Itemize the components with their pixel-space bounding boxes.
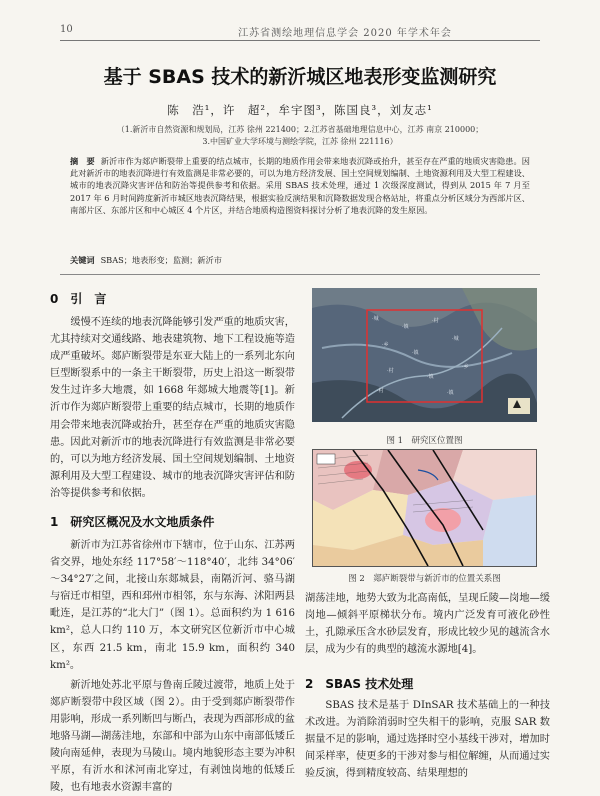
section1-paragraph-1: 新沂市为江苏省徐州市下辖市，位于山东、江苏两省交界，地处东经 117°58′～118°40′，北纬 34°06′～34°27′之间，北接山东郯城县，南隔沂河、骆马湖与宿迁市相望，西和邳州市相邻，东与东海、沭阳两县毗连，是江苏的“北大门”（图 1）。总面积约为 1 616 km²，总人口约 110 万，本文研究区位新沂市中心城区，东西 21.5 km，南北 15.9 km，面积约 340 km²。 — [50, 540, 295, 671]
right-column-text — [305, 590, 550, 658]
abstract-text: 新沂市作为郯庐断裂带上重要的结点城市，长期的地质作用会带来地表沉降或抬升，甚至存在严重的地质灾害隐患。因此对新沂市的地表沉降进行有效监测是非常必要的，可以为地方经济发展、国土空间规划编制、土地资源利用及大型工程建设、城市的地表沉降灾害评估和防治等提供参考和依据。采用 SBAS 技术处理，通过 1 次级深度测试，得到从 2015 年 7 月至 2017 年 6 月时间跨度新沂市城区地表沉降结果，根据实验反演结果和沉降数据发现合格站址，将重点分析区域分为西部片区、南部片区、东部片区和中心城区 4 个片区，并结合地质构造图资料探讨分析了地表沉降的发生原因。 — [70, 156, 530, 215]
affiliation-line-2: 3.中国矿业大学环境与测绘学院，江苏 徐州 221116） — [202, 137, 398, 146]
paper-title: 基于 SBAS 技术的新沂城区地表形变监测研究 — [103, 66, 497, 88]
svg-text:·镇: ·镇 — [402, 324, 409, 330]
abstract-rule — [60, 274, 540, 275]
section1-heading: 1 研究区概况及水文地质条件 — [50, 515, 215, 529]
figure-2-geology-map — [312, 449, 537, 567]
svg-text:·镇: ·镇 — [412, 350, 419, 356]
svg-text:·村: ·村 — [377, 388, 384, 394]
figure-2-caption: 图 2 郯庐断裂带与新沂市的位置关系图 — [348, 574, 501, 584]
keywords — [70, 255, 530, 266]
affiliation-line-1: （1.新沂市自然资源和规划局，江苏 徐州 221400；2.江苏省基础地理信息中心，江苏 南京 210000； — [116, 125, 484, 134]
abstract — [70, 155, 530, 216]
svg-text:·镇: ·镇 — [447, 390, 454, 396]
figure-1-caption: 图 1 研究区位置图 — [386, 436, 463, 446]
authors: 陈 浩¹，许 超²，牟宇图³，陈国良³，刘友志¹ — [167, 103, 433, 117]
intro-paragraph: 缓慢不连续的地表沉降能够引发严重的地质灾害，尤其持续对交通线路、地表建筑物、地下工程设施等造成严重破坏。郯庐断裂带是东亚大陆上的一系列北东向巨型断裂系中的一条主干断裂带，历史上沿这一断裂带发生过许多大地震，如 1668 年郯城大地震等[1]。新沂市作为郯庐断裂带上重要的结点城市，长期的地质作用会带来地表沉降或抬升，甚至存在严重的地质灾害隐患。因此对新沂市的地表沉降进行有效监测是非常必要的，可以为地方经济发展、国土空间规划编制、土地资源利用及大型工程建设、城市的地表沉降灾害评估和防治等提供参考和依据。 — [50, 317, 295, 499]
keywords-label: 关键词 — [70, 255, 95, 265]
svg-text:·镇: ·镇 — [427, 374, 434, 380]
page-number: 10 — [60, 24, 73, 35]
abstract-label: 摘 要 — [70, 156, 95, 166]
svg-text:·城: ·城 — [452, 336, 459, 342]
section2 — [305, 675, 550, 782]
study-area-map-image — [312, 288, 537, 422]
right-paragraph-continued: 湖荡洼地，地势大致为北高南低，呈现丘陵—岗地—缓岗地—倾斜平原梯状分布。境内广泛发育可液化砂性土，孔隙承压含水砂层发育，形成比较少见的越流含水层，成为少有的典型的越流水源地[4]。 — [305, 593, 550, 656]
keywords-text: SBAS；地表形变；监测；新沂市 — [100, 255, 222, 265]
section2-paragraph: SBAS 技术是基于 DInSAR 技术基础上的一种技术改进。为消除消弱时空失相干的影响，克服 SAR 数据量不足的影响，通过选择时空小基线干涉对，增加时间采样率，使更多的干涉对参与相位解缠，从而通过实验反演，得到精度较高、结果理想的 — [305, 700, 550, 780]
section1 — [50, 513, 295, 796]
intro-heading: 0 引 言 — [50, 292, 107, 306]
section1-paragraph-2: 新沂地处苏北平原与鲁南丘陵过渡带，地质上处于郯庐断裂带中段区域（图 2）。由于受到郯庐断裂带作用影响，形成一系列断凹与断凸，表现为西部形成的盆地骆马湖—湖荡洼地，东部和中部为山东中南部低矮丘陵向南延伸，表现为马陵山。境内地貌形态主要为冲积平原，有沂水和沭河南北穿过，有剥蚀岗地的低矮丘陵，也有地表水资源丰富的 — [50, 679, 295, 794]
intro-section — [50, 290, 295, 502]
section2-heading: 2 SBAS 技术处理 — [305, 677, 414, 691]
svg-text:·村: ·村 — [432, 318, 439, 324]
svg-text:·乡: ·乡 — [462, 364, 469, 370]
journal-header: 江苏省测绘地理信息学会 2020 年学术年会 — [238, 28, 452, 39]
fault-zone-map-image — [313, 450, 536, 566]
header-rule — [60, 40, 540, 41]
svg-text:·乡: ·乡 — [382, 342, 389, 348]
svg-text:·村: ·村 — [387, 368, 394, 374]
figure-1-map — [312, 288, 537, 422]
svg-text:·城: ·城 — [372, 316, 379, 322]
